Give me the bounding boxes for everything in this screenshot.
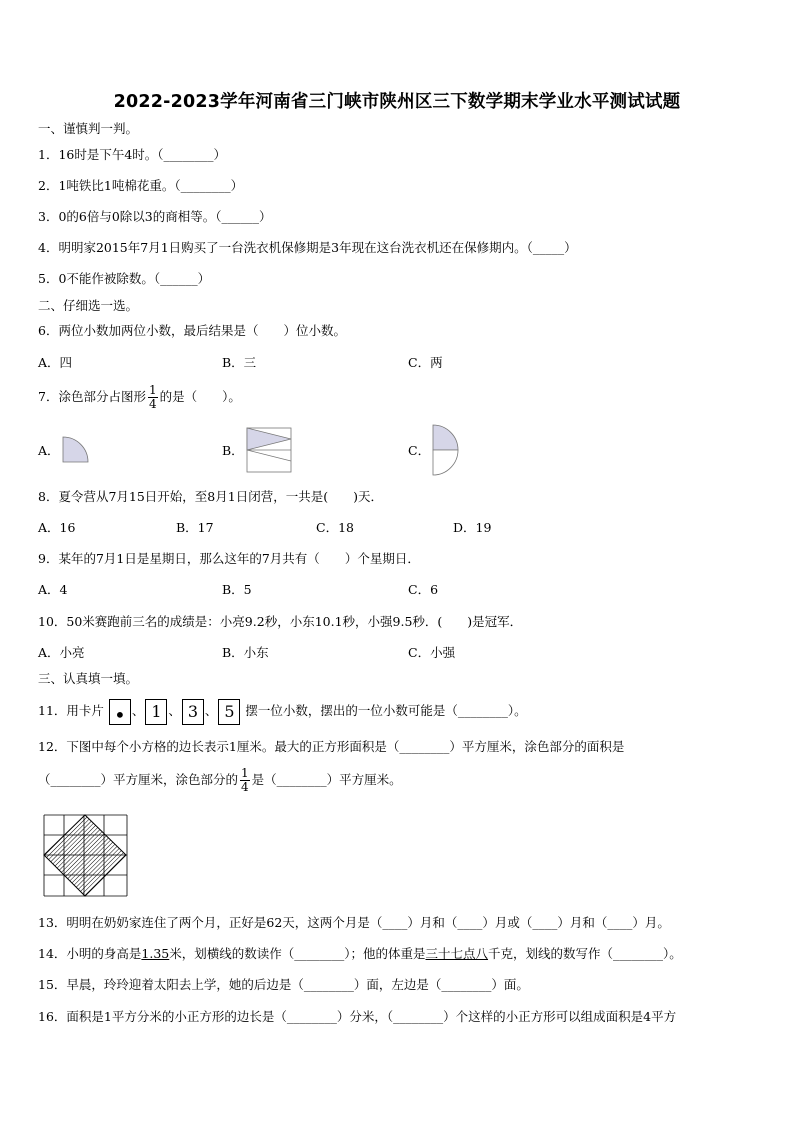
question-4: 4．明明家2015年7月1日购买了一台洗衣机保修期是3年现在这台洗衣机还在保修期内。（_____） — [38, 240, 577, 255]
question-15: 15．早晨，玲玲迎着太阳去上学，她的后边是（________）面，左边是（________）面。 — [38, 977, 529, 992]
card-3: 3 — [182, 699, 204, 725]
q8-option-d: D．19 — [453, 520, 492, 535]
q8-option-b: B．17 — [176, 520, 214, 535]
q7-stem-post: 的是（ ）。 — [159, 389, 241, 404]
question-12-line-1: 12．下图中每个小方格的边长表示1厘米。最大的正方形面积是（________）平方厘米，涂色部分的面积是 — [38, 739, 625, 754]
q7-figure-b-square — [246, 427, 292, 473]
q7-figure-a-quarter-circle — [62, 436, 90, 464]
card-1: 1 — [145, 699, 167, 725]
question-12-line-2 — [38, 767, 402, 794]
question-16: 16．面积是1平方分米的小正方形的边长是（________）分米，（________）个这样的小正方形可以组成面积是4平方 — [38, 1009, 677, 1024]
q12-grid-figure — [43, 814, 129, 898]
q6-option-a: A．四 — [38, 355, 73, 370]
q14-underlined-height: 1.35 — [141, 946, 170, 961]
question-14 — [38, 946, 682, 962]
question-6: 6．两位小数加两位小数，最后结果是（ ）位小数。 — [38, 323, 346, 338]
card-5: 5 — [218, 699, 240, 725]
q9-option-b: B．5 — [222, 582, 252, 597]
q11-sep-3: 、 — [204, 703, 218, 718]
section-1-heading: 一、谨慎判一判。 — [38, 121, 139, 136]
q7-fraction — [148, 384, 158, 411]
section-3-heading: 三、认真填一填。 — [38, 671, 139, 686]
q8-option-c: C．18 — [316, 520, 354, 535]
question-13: 13．明明在奶奶家连住了两个月，正好是62天，这两个月是（____）月和（____）月或（____）月和（____）月。 — [38, 915, 670, 930]
q8-option-a: A．16 — [38, 520, 76, 535]
question-10: 10．50米赛跑前三名的成绩是：小亮9.2秒，小东10.1秒，小强9.5秒．( )是冠军． — [38, 614, 523, 629]
q7-option-a: A． — [38, 443, 60, 458]
q14-post: 千克，划线的数写作（________）。 — [488, 946, 682, 961]
q11-pre: 11．用卡片 — [38, 703, 104, 718]
q11-sep-1: 、 — [131, 703, 145, 718]
q11-sep-2: 、 — [168, 703, 181, 718]
q12-line2-pre: （________）平方厘米，涂色部分的 — [38, 772, 239, 787]
question-8: 8．夏令营从7月15日开始，至8月1日闭营，一共是( )天． — [38, 489, 383, 504]
q7-fraction-numerator: 1 — [148, 383, 157, 397]
question-3: 3．0的6倍与0除以3的商相等。（______） — [38, 209, 272, 224]
q6-option-c: C．两 — [408, 355, 443, 370]
card-dot: • — [109, 699, 131, 725]
q10-option-a: A．小亮 — [38, 645, 85, 660]
question-9: 9．某年的7月1日是星期日，那么这年的7月共有（ ）个星期日． — [38, 551, 420, 566]
question-2: 2．1吨铁比1吨棉花重。（________） — [38, 178, 244, 193]
q7-option-c: C． — [408, 443, 431, 458]
q12-fraction — [240, 767, 250, 794]
q14-pre: 14．小明的身高是 — [38, 946, 142, 961]
q14-mid: 米，划横线的数读作（________）；他的体重是 — [169, 946, 426, 961]
q9-option-a: A．4 — [38, 582, 68, 597]
q7-stem-pre: 7．涂色部分占图形 — [38, 389, 146, 404]
q9-option-c: C．6 — [408, 582, 439, 597]
question-7 — [38, 384, 241, 411]
section-2-heading: 二、仔细选一选。 — [38, 298, 139, 313]
q7-option-b: B． — [222, 443, 244, 458]
page-title: 2022-2023学年河南省三门峡市陕州区三下数学期末学业水平测试试题 — [113, 92, 681, 112]
q7-fraction-denominator: 4 — [148, 397, 157, 411]
question-1: 1．16时是下午4时。（________） — [38, 147, 227, 162]
question-5: 5．0不能作被除数。（______） — [38, 271, 211, 286]
q10-option-b: B．小东 — [222, 645, 269, 660]
q14-underlined-weight: 三十七点八 — [425, 946, 489, 961]
q10-option-c: C．小强 — [408, 645, 456, 660]
q7-figure-c-semicircle — [432, 424, 460, 476]
question-11 — [38, 698, 527, 725]
q12-fraction-numerator: 1 — [241, 766, 249, 780]
q11-post: 摆一位小数，摆出的一位小数可能是（________）。 — [245, 703, 527, 718]
q12-line2-post: 是（________）平方厘米。 — [251, 772, 402, 787]
q6-option-b: B．三 — [222, 355, 257, 370]
q12-fraction-denominator: 4 — [241, 780, 249, 794]
